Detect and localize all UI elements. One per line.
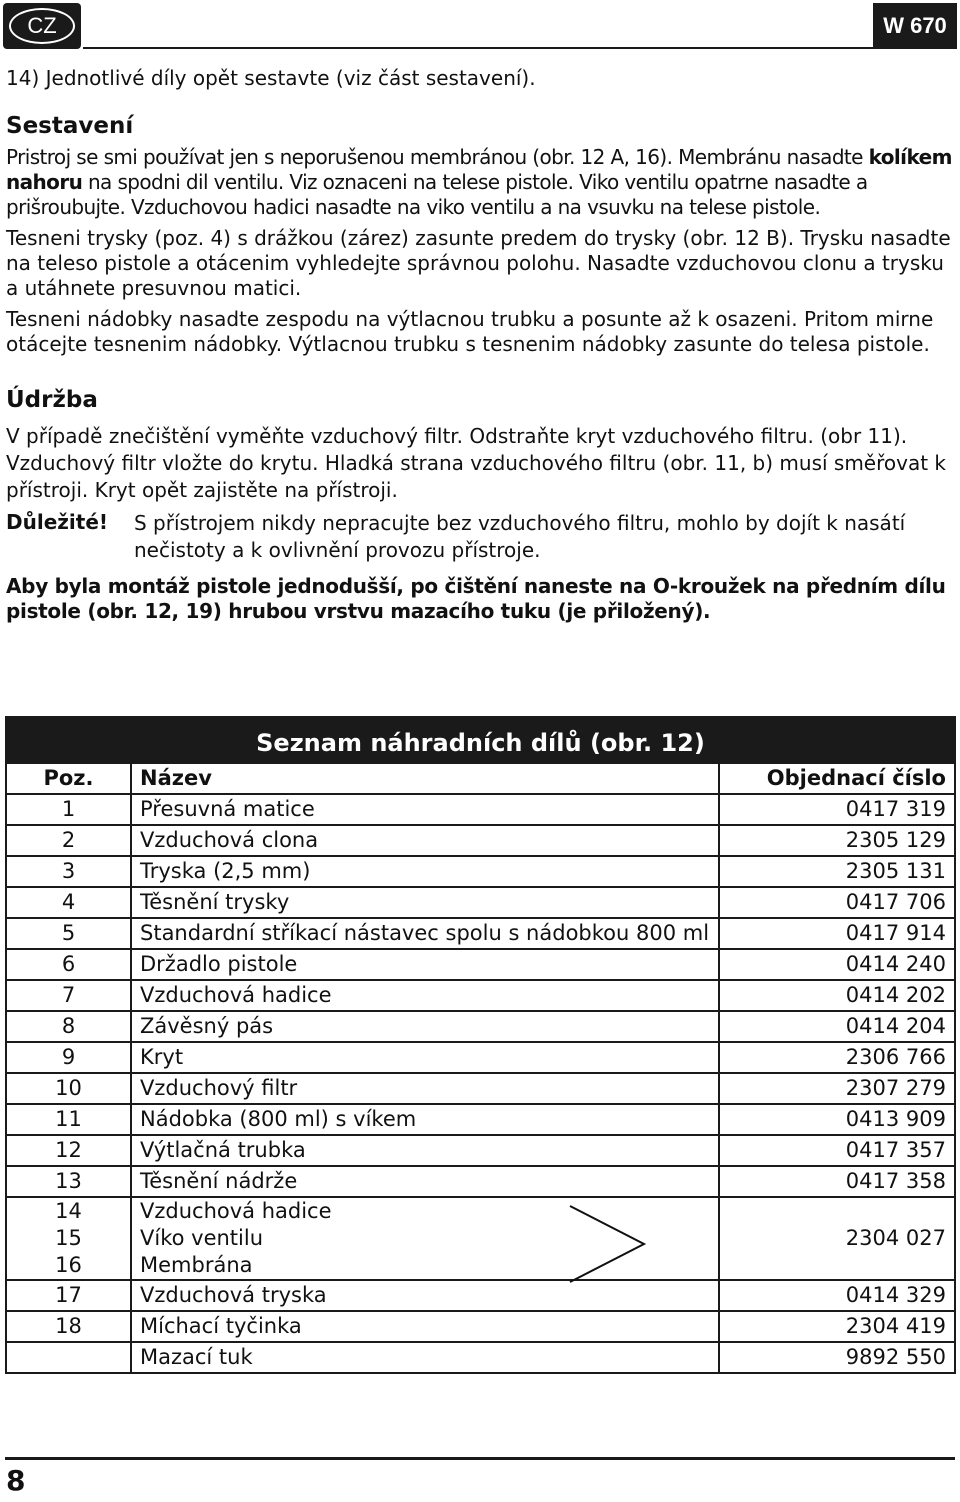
cell-code: 0417 914 [719, 918, 955, 949]
cell-pos: 13 [6, 1166, 131, 1197]
language-code: CZ [9, 8, 75, 44]
group-pos-b: 15 [55, 1226, 82, 1250]
assembly-paragraph-2: Tesneni trysky (poz. 4) s drážkou (zárez) zasunte predem do trysky (obr. 12 B). Trysku nasadte na teleso pistole a otácenim vyhledejte správnou polohu. Nasadte vzduchovou clonu a trysku a utáhnete presuvnou matici. [6, 226, 951, 300]
important-text: S přístrojem nikdy nepracujte bez vzduchového filtru, mohlo by dojít k nasátí nečistoty a k ovlivnění provozu přístroje. [134, 511, 906, 562]
group-pos-a: 14 [55, 1199, 82, 1223]
cell-name: Přesuvná matice [131, 794, 719, 825]
cell-code: 2304 419 [719, 1311, 955, 1342]
cell-name: Držadlo pistole [131, 949, 719, 980]
cell-pos: 5 [6, 918, 131, 949]
group-code: 2304 027 [719, 1197, 955, 1280]
cell-pos: 10 [6, 1073, 131, 1104]
col-header-code: Objednací číslo [719, 763, 955, 794]
cell-name: Nádobka (800 ml) s víkem [131, 1104, 719, 1135]
cell-pos: 8 [6, 1011, 131, 1042]
page-header [3, 3, 957, 49]
cell-name: Výtlačná trubka [131, 1135, 719, 1166]
table-row [6, 794, 955, 825]
table-row [6, 1280, 955, 1311]
cell-pos: 12 [6, 1135, 131, 1166]
assembly-paragraph-1 [6, 145, 954, 220]
cell-code: 0414 240 [719, 949, 955, 980]
table-body-2 [6, 1280, 955, 1373]
assembly-p1-bold: kolíkem nahoru [6, 145, 952, 194]
cell-pos: 18 [6, 1311, 131, 1342]
model-badge: W 670 [873, 3, 957, 49]
cell-code: 2307 279 [719, 1073, 955, 1104]
maintenance-paragraph: V případě znečištění vyměňte vzduchový filtr. Odstraňte kryt vzduchového filtru. (obr 11). Vzduchový filtr vložte do krytu. Hladká strana vzduchového filtru (obr. 11, b) musí směřovat k přístroji. Kryt opět zajistěte na přístroji. [6, 424, 946, 502]
table-row [6, 918, 955, 949]
cell-code: 0414 202 [719, 980, 955, 1011]
cell-code: 2305 129 [719, 825, 955, 856]
table-row [6, 856, 955, 887]
cell-name: Standardní stříkací nástavec spolu s nádobkou 800 ml [131, 918, 719, 949]
group-pos-c: 16 [55, 1253, 82, 1277]
cell-name: Těsnění nádrže [131, 1166, 719, 1197]
header-rule [83, 47, 873, 49]
important-note [6, 510, 954, 564]
cell-name: Vzduchová hadice [131, 980, 719, 1011]
table-row [6, 1311, 955, 1342]
cell-name: Mazací tuk [131, 1342, 719, 1373]
table-header-row [6, 763, 955, 794]
cell-pos: 3 [6, 856, 131, 887]
group-name-c: Membrána [140, 1253, 253, 1277]
cell-name: Vzduchová tryska [131, 1280, 719, 1311]
table-row [6, 949, 955, 980]
cell-code: 0414 329 [719, 1280, 955, 1311]
cell-pos: 9 [6, 1042, 131, 1073]
cell-pos: 1 [6, 794, 131, 825]
col-header-name: Název [131, 763, 719, 794]
cell-name: Vzduchová clona [131, 825, 719, 856]
assembly-heading: Sestavení [6, 113, 134, 139]
cell-name: Vzduchový filtr [131, 1073, 719, 1104]
group-name-b: Víko ventilu [140, 1226, 264, 1250]
cell-pos: 7 [6, 980, 131, 1011]
cell-code: 0414 204 [719, 1011, 955, 1042]
cell-pos: 11 [6, 1104, 131, 1135]
table-row [6, 1135, 955, 1166]
cell-pos: 2 [6, 825, 131, 856]
main-content [6, 66, 954, 624]
cell-code: 2305 131 [719, 856, 955, 887]
cell-code: 0417 357 [719, 1135, 955, 1166]
table-row [6, 825, 955, 856]
table-row [6, 1166, 955, 1197]
cell-code: 2306 766 [719, 1042, 955, 1073]
cell-pos: 17 [6, 1280, 131, 1311]
table-title-row [6, 717, 955, 763]
group-pos-cell [6, 1197, 131, 1280]
group-name-a: Vzduchová hadice [140, 1199, 332, 1223]
table-row [6, 887, 955, 918]
cell-name: Těsnění trysky [131, 887, 719, 918]
grease-note: Aby byla montáž pistole jednodušší, po čištění naneste na O-kroužek na předním dílu pistole (obr. 12, 19) hrubou vrstvu mazacího tuku (je přiložený). [6, 574, 946, 623]
cell-code: 0413 909 [719, 1104, 955, 1135]
important-label: Důležité! [6, 510, 109, 534]
table-row-group [6, 1197, 955, 1280]
table-row [6, 1342, 955, 1373]
group-name-cell [131, 1197, 719, 1280]
maintenance-heading: Údržba [6, 387, 98, 413]
cell-name: Míchací tyčinka [131, 1311, 719, 1342]
col-header-pos: Poz. [6, 763, 131, 794]
table-row [6, 1073, 955, 1104]
cell-code: 9892 550 [719, 1342, 955, 1373]
table-title: Seznam náhradních dílů (obr. 12) [6, 717, 955, 763]
assembly-p1-part-a: Pristroj se smi používat jen s neporušenou membránou (obr. 12 A, 16). Membránu nasadte [6, 145, 869, 169]
table-row [6, 1011, 955, 1042]
merge-bracket-icon [568, 1204, 648, 1284]
cell-code: 0417 358 [719, 1166, 955, 1197]
assembly-p1-part-b: na spodni dil ventilu. Viz oznaceni na telese pistole. Viko ventilu opatrne nasadte a prišroubujte. Vzduchovou hadici nasadte na viko ventilu a na vsuvku na telese pistole. [6, 170, 868, 219]
cell-pos: 4 [6, 887, 131, 918]
cell-name: Závěsný pás [131, 1011, 719, 1042]
cell-pos: 6 [6, 949, 131, 980]
language-badge [3, 3, 81, 49]
spare-parts-table [5, 716, 956, 1374]
cell-pos [6, 1342, 131, 1373]
table-row [6, 1042, 955, 1073]
table-row [6, 1104, 955, 1135]
cell-code: 0417 319 [719, 794, 955, 825]
table-body-1 [6, 794, 955, 1197]
cell-code: 0417 706 [719, 887, 955, 918]
assembly-paragraph-3: Tesneni nádobky nasadte zespodu na výtlacnou trubku a posunte až k osazeni. Pritom mirne otácejte tesnenim nádobky. Výtlacnou trubku s tesnenim nádobky zasunte do telesa pistole. [6, 307, 934, 356]
footer-rule [5, 1457, 955, 1460]
cell-name: Kryt [131, 1042, 719, 1073]
page-number: 8 [6, 1464, 26, 1497]
cell-name: Tryska (2,5 mm) [131, 856, 719, 887]
step-14: 14) Jednotlivé díly opět sestavte (viz část sestavení). [6, 66, 536, 90]
table-row [6, 980, 955, 1011]
